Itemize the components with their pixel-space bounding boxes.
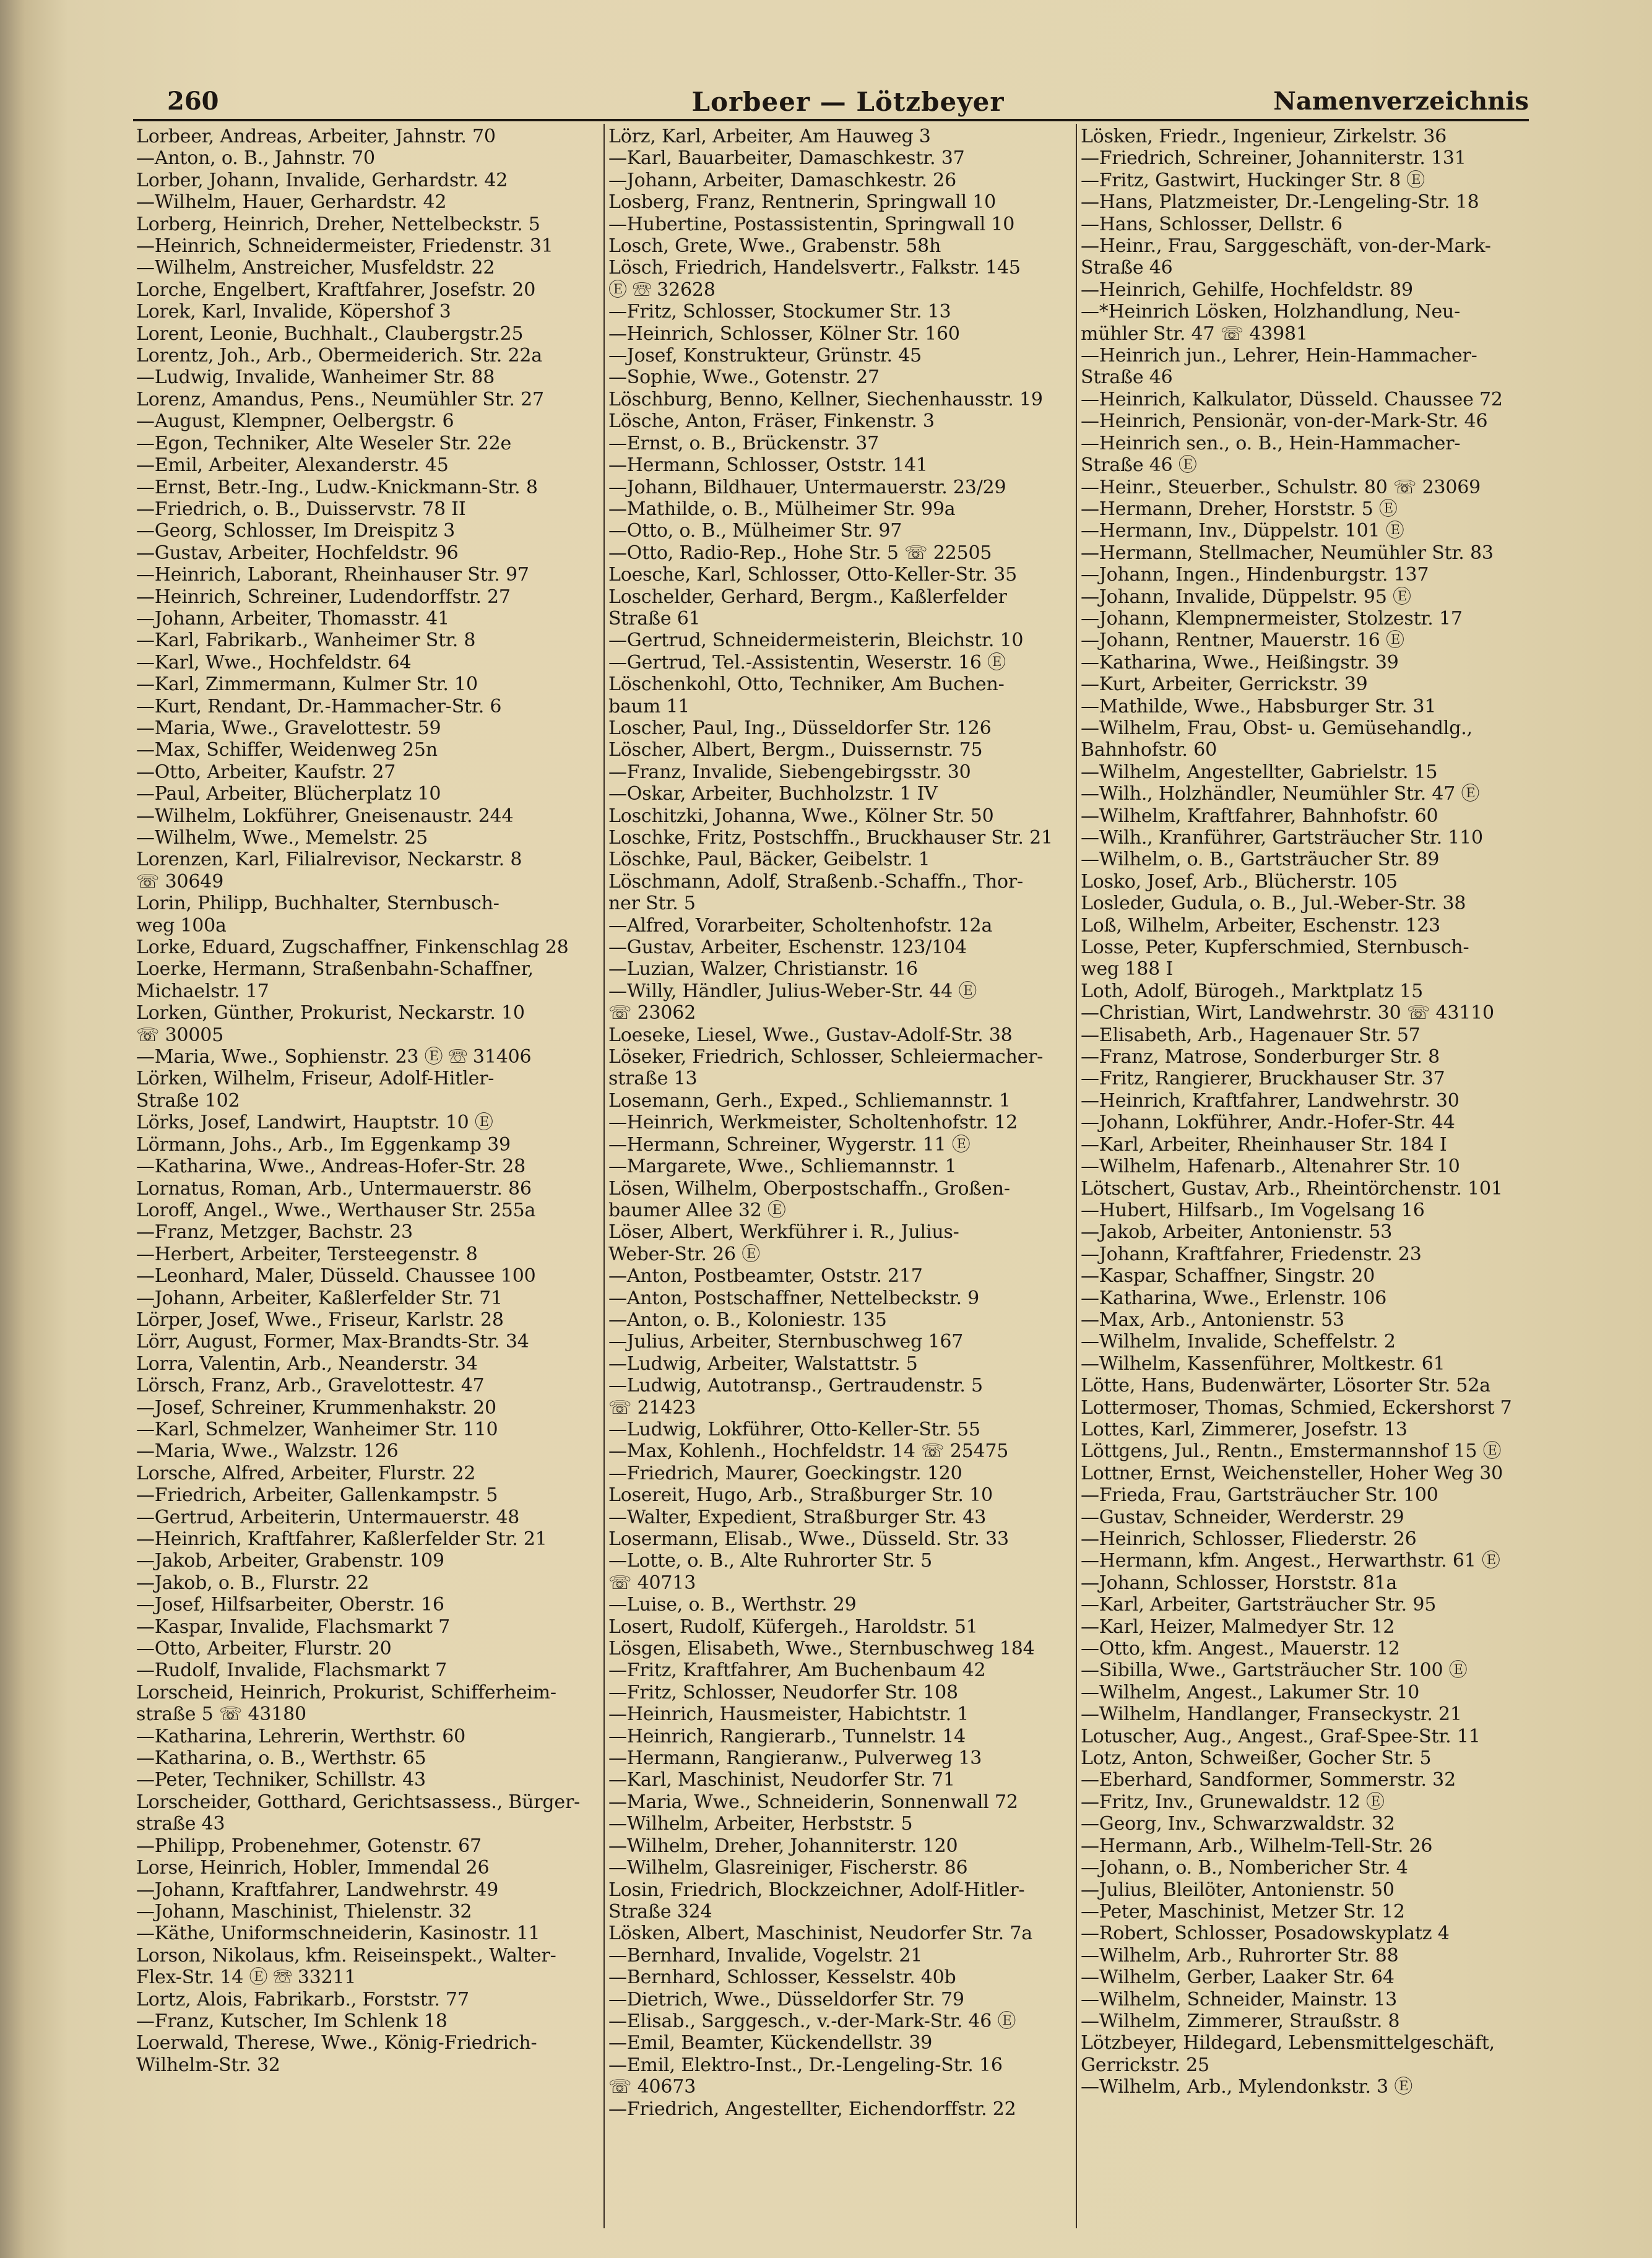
directory-entry-line: Lötschert, Gustav, Arb., Rheintörchenstr. 101 <box>1081 1177 1503 1200</box>
directory-entry-line: —Wilhelm, o. B., Gartsträucher Str. 89 <box>1081 849 1440 871</box>
directory-entry-line: Lorenz, Amandus, Pens., Neumühler Str. 27 <box>136 388 544 410</box>
directory-entry-line: —Gustav, Arbeiter, Eschenstr. 123/104 <box>608 937 967 959</box>
directory-entry-line: Lösken, Albert, Maschinist, Neudorfer Str. 7a <box>608 1923 1032 1945</box>
directory-entry-line: Loth, Adolf, Bürogeh., Marktplatz 15 <box>1081 980 1423 1002</box>
directory-entry-line: —Emil, Elektro-Inst., Dr.-Lengeling-Str. 16 <box>608 2054 1003 2076</box>
directory-entry-line: —Wilhelm, Angest., Lakumer Str. 10 <box>1081 1681 1420 1703</box>
directory-entry-line: —Heinrich sen., o. B., Hein-Hammacher- <box>1081 432 1461 454</box>
directory-entry-line: —Heinrich, Gehilfe, Hochfeldstr. 89 <box>1081 279 1413 301</box>
directory-entry-line: —Gustav, Schneider, Werderstr. 29 <box>1081 1506 1404 1528</box>
directory-entry-line: —Heinrich, Schneidermeister, Friedenstr. 31 <box>136 235 553 257</box>
directory-entry-line: —Kurt, Arbeiter, Gerrickstr. 39 <box>1081 673 1368 696</box>
directory-entry-line: —Wilhelm, Kraftfahrer, Bahnhofstr. 60 <box>1081 805 1438 827</box>
directory-entry-line: Lörz, Karl, Arbeiter, Am Hauweg 3 <box>608 126 931 147</box>
directory-entry-line: —Luise, o. B., Werthstr. 29 <box>608 1594 857 1616</box>
directory-entry-line: Lorke, Eduard, Zugschaffner, Finkenschlag 28 <box>136 937 569 959</box>
directory-entry-line: Loß, Wilhelm, Arbeiter, Eschenstr. 123 <box>1081 914 1440 937</box>
directory-entry-line: Löser, Albert, Werkführer i. R., Julius- <box>608 1221 959 1244</box>
directory-entry-line: —Johann, Arbeiter, Damaschkestr. 26 <box>608 169 956 191</box>
directory-entry-line: —Kurt, Rendant, Dr.-Hammacher-Str. 6 <box>136 695 502 717</box>
directory-entry-line: —Gertrud, Schneidermeisterin, Bleichstr. 10 <box>608 629 1024 652</box>
directory-entry-line: —Karl, Maschinist, Neudorfer Str. 71 <box>608 1769 955 1791</box>
directory-entry-line: Michaelstr. 17 <box>136 980 269 1002</box>
directory-entry-line: Weber-Str. 26 Ⓔ <box>608 1243 761 1265</box>
directory-entry-line: Lottes, Karl, Zimmerer, Josefstr. 13 <box>1081 1418 1408 1440</box>
directory-entry-line: —Jakob, Arbeiter, Grabenstr. 109 <box>136 1550 444 1572</box>
directory-entry-line: —Kaspar, Schaffner, Singstr. 20 <box>1081 1265 1375 1287</box>
directory-entry-line: —Johann, Kraftfahrer, Landwehrstr. 49 <box>136 1879 499 1901</box>
directory-entry-line: weg 188 I <box>1081 958 1174 980</box>
directory-entry-line: Straße 46 <box>1081 366 1173 389</box>
directory-entry-line: Losse, Peter, Kupferschmied, Sternbusch- <box>1081 937 1469 959</box>
directory-entry-line: —Franz, Matrose, Sonderburger Str. 8 <box>1081 1046 1440 1068</box>
directory-entry-line: —Otto, o. B., Mülheimer Str. 97 <box>608 520 902 542</box>
directory-entry-line: —Wilhelm, Arb., Mylendonkstr. 3 Ⓔ <box>1081 2076 1413 2098</box>
directory-entry-line: ☏ 30649 <box>136 870 224 893</box>
directory-entry-line: —Max, Schiffer, Weidenweg 25n <box>136 739 438 761</box>
directory-entry-line: —Wilhelm, Anstreicher, Musfeldstr. 22 <box>136 257 495 279</box>
directory-entry-line: Lösgen, Elisabeth, Wwe., Sternbuschweg 184 <box>608 1638 1035 1660</box>
directory-entry-line: —Wilhelm, Kassenführer, Moltkestr. 61 <box>1081 1352 1445 1375</box>
directory-entry-line: —Dietrich, Wwe., Düsseldorfer Str. 79 <box>608 1988 964 2010</box>
directory-entry-line: Losereit, Hugo, Arb., Straßburger Str. 10 <box>608 1484 993 1507</box>
column-1 <box>136 126 591 2076</box>
directory-entry-line: Loschitzki, Johanna, Wwe., Kölner Str. 50 <box>608 805 994 827</box>
directory-entry-line: —Maria, Wwe., Walzstr. 126 <box>136 1440 399 1463</box>
directory-entry-line: Loschelder, Gerhard, Bergm., Kaßlerfelder <box>608 586 1007 608</box>
directory-entry-line: Löscher, Albert, Bergm., Duissernstr. 75 <box>608 739 983 761</box>
directory-entry-line: Loroff, Angel., Wwe., Werthauser Str. 255a <box>136 1199 536 1221</box>
directory-entry-line: —Otto, Radio-Rep., Hohe Str. 5 ☏ 22505 <box>608 542 992 564</box>
directory-entry-line: —Fritz, Gastwirt, Huckinger Str. 8 Ⓔ <box>1081 169 1425 191</box>
directory-entry-line: —Friedrich, Maurer, Goeckingstr. 120 <box>608 1462 962 1484</box>
directory-entry-line: —Heinrich, Rangierarb., Tunnelstr. 14 <box>608 1725 966 1747</box>
directory-entry-line: —Wilhelm, Arb., Ruhrorter Str. 88 <box>1081 1944 1399 1966</box>
column-divider <box>603 124 605 2228</box>
directory-entry-line: ☏ 40673 <box>608 2076 696 2098</box>
directory-entry-line: —Elisabeth, Arb., Hagenauer Str. 57 <box>1081 1024 1421 1046</box>
directory-entry-line: —Fritz, Inv., Grunewaldstr. 12 Ⓔ <box>1081 1791 1385 1813</box>
directory-entry-line: —Karl, Zimmermann, Kulmer Str. 10 <box>136 673 478 696</box>
directory-entry-line: —Wilhelm, Glasreiniger, Fischerstr. 86 <box>608 1857 968 1879</box>
directory-entry-line: Lortz, Alois, Fabrikarb., Forststr. 77 <box>136 1988 469 2010</box>
directory-entry-line: straße 43 <box>136 1813 225 1835</box>
directory-entry-line: —Hermann, Schlosser, Oststr. 141 <box>608 454 928 477</box>
directory-entry-line: —Heinrich, Schlosser, Fliederstr. 26 <box>1081 1528 1417 1550</box>
directory-entry-line: Loesche, Karl, Schlosser, Otto-Keller-Str. 35 <box>608 564 1017 586</box>
directory-entry-line: Loscher, Paul, Ing., Düsseldorfer Str. 126 <box>608 717 992 739</box>
directory-entry-line: —Ernst, o. B., Brückenstr. 37 <box>608 432 880 454</box>
directory-entry-line: —Heinrich, Pensionär, von-der-Mark-Str. 46 <box>1081 410 1488 433</box>
directory-entry-line: —Leonhard, Maler, Düsseld. Chaussee 100 <box>136 1265 536 1287</box>
directory-entry-line: —Johann, Rentner, Mauerstr. 16 Ⓔ <box>1081 629 1404 652</box>
directory-entry-line: —Maria, Wwe., Sophienstr. 23 Ⓔ ☏ 31406 <box>136 1046 532 1068</box>
directory-entry-line: —August, Klempner, Oelbergstr. 6 <box>136 410 454 433</box>
directory-entry-line: —Wilhelm, Wwe., Memelstr. 25 <box>136 827 428 849</box>
directory-entry-line: —Johann, Klempnermeister, Stolzestr. 17 <box>1081 607 1463 629</box>
directory-entry-line: —Wilhelm, Dreher, Johanniterstr. 120 <box>608 1835 958 1857</box>
directory-entry-line: Lottermoser, Thomas, Schmied, Eckershorst 7 <box>1081 1396 1512 1419</box>
directory-entry-line: —Karl, Arbeiter, Rheinhauser Str. 184 I <box>1081 1133 1447 1156</box>
directory-entry-line: mühler Str. 47 ☏ 43981 <box>1081 322 1308 345</box>
directory-entry-line: —Franz, Metzger, Bachstr. 23 <box>136 1221 413 1244</box>
directory-entry-line: —Johann, Ingen., Hindenburgstr. 137 <box>1081 564 1429 586</box>
directory-entry-line: —Peter, Techniker, Schillstr. 43 <box>136 1769 426 1791</box>
directory-entry-line: Lorin, Philipp, Buchhalter, Sternbusch- <box>136 893 499 915</box>
directory-entry-line: Straße 46 Ⓔ <box>1081 454 1197 477</box>
header-rule <box>133 119 1529 121</box>
directory-entry-line: —Heinr., Frau, Sarggeschäft, von-der-Mark- <box>1081 235 1491 257</box>
directory-entry-line: Loeseke, Liesel, Wwe., Gustav-Adolf-Str. 38 <box>608 1024 1013 1046</box>
directory-entry-line: —Franz, Invalide, Siebengebirgsstr. 30 <box>608 761 971 783</box>
directory-entry-line: —Julius, Bleilöter, Antonienstr. 50 <box>1081 1879 1395 1901</box>
directory-entry-line: —Friedrich, Arbeiter, Gallenkampstr. 5 <box>136 1484 498 1507</box>
directory-entry-line: Gerrickstr. 25 <box>1081 2054 1209 2076</box>
directory-entry-line: Lorentz, Joh., Arb., Obermeiderich. Str. 22a <box>136 345 542 367</box>
directory-entry-line: —Egon, Techniker, Alte Weseler Str. 22e <box>136 432 512 454</box>
directory-entry-line: Lorra, Valentin, Arb., Neanderstr. 34 <box>136 1352 478 1375</box>
directory-entry-line: —Mathilde, Wwe., Habsburger Str. 31 <box>1081 695 1437 717</box>
directory-entry-line: —Wilhelm, Lokführer, Gneisenaustr. 244 <box>136 805 514 827</box>
directory-entry-line: —Emil, Beamter, Kückendellstr. 39 <box>608 2032 933 2054</box>
directory-entry-line: —Jakob, Arbeiter, Antonienstr. 53 <box>1081 1221 1393 1244</box>
directory-entry-line: —Wilhelm, Invalide, Scheffelstr. 2 <box>1081 1331 1396 1353</box>
directory-entry-line: —Johann, Lokführer, Andr.-Hofer-Str. 44 <box>1081 1112 1455 1134</box>
directory-entry-line: Lotz, Anton, Schweißer, Gocher Str. 5 <box>1081 1747 1432 1770</box>
directory-entry-line: —Paul, Arbeiter, Blücherplatz 10 <box>136 783 441 805</box>
directory-entry-line: —Luzian, Walzer, Christianstr. 16 <box>608 958 918 980</box>
directory-entry-line: —Ludwig, Autotransp., Gertraudenstr. 5 <box>608 1375 983 1397</box>
directory-entry-line: —Margarete, Wwe., Schliemannstr. 1 <box>608 1156 957 1178</box>
directory-entry-line: Loschke, Fritz, Postschffn., Bruckhauser Str. 21 <box>608 827 1053 849</box>
directory-entry-line: —Wilhelm, Hauer, Gerhardstr. 42 <box>136 191 447 214</box>
directory-entry-line: Lorscheid, Heinrich, Prokurist, Schifferheim- <box>136 1681 556 1703</box>
directory-entry-line: Lorber, Johann, Invalide, Gerhardstr. 42 <box>136 169 508 191</box>
column-3 <box>1081 126 1536 2098</box>
directory-entry-line: —Emil, Arbeiter, Alexanderstr. 45 <box>136 454 449 477</box>
directory-entry-line: —Josef, Schreiner, Krummenhakstr. 20 <box>136 1396 496 1419</box>
directory-entry-line: Lösch, Friedrich, Handelsvertr., Falkstr. 145 <box>608 257 1021 279</box>
directory-entry-line: —Heinr., Steuerber., Schulstr. 80 ☏ 23069 <box>1081 476 1481 498</box>
column-2 <box>608 126 1063 2120</box>
directory-entry-line: —Hubertine, Postassistentin, Springwall 10 <box>608 213 1015 235</box>
directory-entry-line: —Katharina, Lehrerin, Werthstr. 60 <box>136 1725 465 1747</box>
directory-entry-line: —Alfred, Vorarbeiter, Scholtenhofstr. 12a <box>608 914 993 937</box>
directory-entry-line: Loerwald, Therese, Wwe., König-Friedrich- <box>136 2032 537 2054</box>
directory-entry-line: Losberg, Franz, Rentnerin, Springwall 10 <box>608 191 996 214</box>
directory-entry-line: —Ludwig, Arbeiter, Walstattstr. 5 <box>608 1352 918 1375</box>
directory-entry-line: Lorscheider, Gotthard, Gerichtsassess., Bürger- <box>136 1791 581 1813</box>
directory-entry-line: —Käthe, Uniformschneiderin, Kasinostr. 11 <box>136 1923 540 1945</box>
directory-entry-line: —Heinrich, Schreiner, Ludendorffstr. 27 <box>136 586 511 608</box>
directory-entry-line: —Johann, Arbeiter, Kaßlerfelder Str. 71 <box>136 1287 503 1309</box>
directory-entry-line: —Wilhelm, Zimmerer, Straußstr. 8 <box>1081 2010 1400 2032</box>
directory-entry-line: —Friedrich, Schreiner, Johanniterstr. 131 <box>1081 147 1466 170</box>
directory-entry-line: ☏ 21423 <box>608 1396 696 1419</box>
directory-entry-line: —Johann, Kraftfahrer, Friedenstr. 23 <box>1081 1243 1422 1265</box>
directory-entry-line: —Wilhelm, Arbeiter, Herbststr. 5 <box>608 1813 913 1835</box>
directory-entry-line: —Hermann, Dreher, Horststr. 5 Ⓔ <box>1081 498 1398 520</box>
directory-entry-line: Löseker, Friedrich, Schlosser, Schleiermacher- <box>608 1046 1044 1068</box>
directory-entry-line: —Fritz, Schlosser, Stockumer Str. 13 <box>608 301 951 323</box>
directory-entry-line: —Elisab., Sarggesch., v.-der-Mark-Str. 46 Ⓔ <box>608 2010 1016 2032</box>
directory-entry-line: —Heinrich, Kalkulator, Düsseld. Chaussee 72 <box>1081 388 1503 410</box>
directory-entry-line: —Josef, Konstrukteur, Grünstr. 45 <box>608 345 922 367</box>
directory-entry-line: —Walter, Expedient, Straßburger Str. 43 <box>608 1506 987 1528</box>
directory-entry-line: straße 5 ☏ 43180 <box>136 1703 306 1726</box>
directory-entry-line: —Sibilla, Wwe., Gartsträucher Str. 100 Ⓔ <box>1081 1659 1468 1682</box>
directory-entry-line: —Johann, Invalide, Düppelstr. 95 Ⓔ <box>1081 586 1411 608</box>
section-title: Namenverzeichnis <box>1273 87 1529 116</box>
directory-entry-line: —Heinrich jun., Lehrer, Hein-Hammacher- <box>1081 345 1477 367</box>
directory-entry-line: Straße 102 <box>136 1089 240 1112</box>
column-divider <box>1076 124 1077 2228</box>
directory-entry-line: —Karl, Schmelzer, Wanheimer Str. 110 <box>136 1418 498 1440</box>
directory-entry-line: —Heinrich, Hausmeister, Habichtstr. 1 <box>608 1703 969 1726</box>
directory-entry-line: Losch, Grete, Wwe., Grabenstr. 58h <box>608 235 941 257</box>
page-title: Lorbeer — Lötzbeyer <box>691 87 1005 117</box>
directory-entry-line: —Hubert, Hilfsarb., Im Vogelsang 16 <box>1081 1199 1425 1221</box>
directory-entry-line: —Anton, o. B., Jahnstr. 70 <box>136 147 375 170</box>
directory-entry-line: —Hermann, Stellmacher, Neumühler Str. 83 <box>1081 542 1494 564</box>
directory-entry-line: Lorsche, Alfred, Arbeiter, Flurstr. 22 <box>136 1462 476 1484</box>
directory-entry-line: —Hans, Platzmeister, Dr.-Lengeling-Str. 18 <box>1081 191 1479 214</box>
directory-entry-line: —Maria, Wwe., Gravelottestr. 59 <box>136 717 441 739</box>
directory-entry-line: straße 13 <box>608 1068 698 1090</box>
directory-entry-line: Löschenkohl, Otto, Techniker, Am Buchen- <box>608 673 1005 696</box>
directory-entry-line: baum 11 <box>608 695 690 717</box>
directory-entry-line: Lornatus, Roman, Arb., Untermauerstr. 86 <box>136 1177 532 1200</box>
directory-entry-line: —Ernst, Betr.-Ing., Ludw.-Knickmann-Str. 8 <box>136 476 538 498</box>
directory-entry-line: ner Str. 5 <box>608 893 696 915</box>
directory-entry-line: —Anton, Postbeamter, Oststr. 217 <box>608 1265 923 1287</box>
directory-entry-line: —Hans, Schlosser, Dellstr. 6 <box>1081 213 1343 235</box>
directory-entry-line: —Maria, Wwe., Schneiderin, Sonnenwall 72 <box>608 1791 1018 1813</box>
directory-entry-line: Lorson, Nikolaus, kfm. Reiseinspekt., Walter- <box>136 1944 556 1966</box>
directory-entry-line: —Karl, Arbeiter, Gartsträucher Str. 95 <box>1081 1594 1437 1616</box>
directory-entry-line: —Rudolf, Invalide, Flachsmarkt 7 <box>136 1659 448 1682</box>
directory-entry-line: —Max, Kohlenh., Hochfeldstr. 14 ☏ 25475 <box>608 1440 1009 1463</box>
directory-entry-line: —Gustav, Arbeiter, Hochfeldstr. 96 <box>136 542 459 564</box>
directory-entry-line: ☏ 40713 <box>608 1572 696 1594</box>
directory-entry-line: —Friedrich, Angestellter, Eichendorffstr. 22 <box>608 2098 1016 2120</box>
directory-entry-line: Lorbeer, Andreas, Arbeiter, Jahnstr. 70 <box>136 126 496 147</box>
directory-entry-line: Wilhelm-Str. 32 <box>136 2054 280 2076</box>
directory-entry-line: Löschburg, Benno, Kellner, Siechenhausstr. 19 <box>608 388 1043 410</box>
directory-entry-line: ☏ 23062 <box>608 1002 696 1024</box>
directory-entry-line: —Karl, Bauarbeiter, Damaschkestr. 37 <box>608 147 965 170</box>
directory-entry-line: Losermann, Elisab., Wwe., Düsseld. Str. 33 <box>608 1528 1009 1550</box>
directory-entry-line: —Herbert, Arbeiter, Tersteegenstr. 8 <box>136 1243 478 1265</box>
directory-entry-line: —Heinrich, Schlosser, Kölner Str. 160 <box>608 322 960 345</box>
directory-entry-line: —Johann, Arbeiter, Thomasstr. 41 <box>136 607 449 629</box>
directory-entry-line: —Katharina, Wwe., Erlenstr. 106 <box>1081 1287 1387 1309</box>
directory-entry-line: —Bernhard, Invalide, Vogelstr. 21 <box>608 1944 923 1966</box>
directory-entry-line: —Wilhelm, Frau, Obst- u. Gemüsehandlg., <box>1081 717 1473 739</box>
directory-entry-line: Lorken, Günther, Prokurist, Neckarstr. 10 <box>136 1002 525 1024</box>
directory-entry-line: Lorse, Heinrich, Hobler, Immendal 26 <box>136 1857 490 1879</box>
directory-entry-line: —Wilhelm, Gerber, Laaker Str. 64 <box>1081 1966 1395 1989</box>
directory-entry-line: —Karl, Heizer, Malmedyer Str. 12 <box>1081 1616 1395 1638</box>
directory-entry-line: Lörken, Wilhelm, Friseur, Adolf-Hitler- <box>136 1068 495 1090</box>
directory-entry-line: Lorek, Karl, Invalide, Köpershof 3 <box>136 301 451 323</box>
directory-entry-line: Lösken, Friedr., Ingenieur, Zirkelstr. 36 <box>1081 126 1447 147</box>
directory-entry-line: —Heinrich, Werkmeister, Scholtenhofstr. 12 <box>608 1112 1018 1134</box>
directory-entry-line: —Otto, Arbeiter, Flurstr. 20 <box>136 1638 392 1660</box>
directory-entry-line: —Hermann, Schreiner, Wygerstr. 11 Ⓔ <box>608 1133 971 1156</box>
directory-entry-line: —Katharina, Wwe., Heißingstr. 39 <box>1081 651 1399 673</box>
directory-entry-line: —Otto, kfm. Angest., Mauerstr. 12 <box>1081 1638 1400 1660</box>
directory-entry-line: Lörks, Josef, Landwirt, Hauptstr. 10 Ⓔ <box>136 1112 493 1134</box>
directory-entry-line: —Johann, Maschinist, Thielenstr. 32 <box>136 1900 472 1923</box>
directory-entry-line: —Hermann, Inv., Düppelstr. 101 Ⓔ <box>1081 520 1404 542</box>
directory-entry-line: —Oskar, Arbeiter, Buchholzstr. 1 IV <box>608 783 938 805</box>
directory-entry-line: —Wilhelm, Hafenarb., Altenahrer Str. 10 <box>1081 1156 1460 1178</box>
page-number: 260 <box>167 87 219 116</box>
directory-entry-line: Bahnhofstr. 60 <box>1081 739 1217 761</box>
directory-entry-line: Straße 324 <box>608 1900 712 1923</box>
directory-entry-line: —Fritz, Kraftfahrer, Am Buchenbaum 42 <box>608 1659 986 1682</box>
directory-entry-line: —Georg, Inv., Schwarzwaldstr. 32 <box>1081 1813 1395 1835</box>
directory-entry-line: —Christian, Wirt, Landwehrstr. 30 ☏ 43110 <box>1081 1002 1494 1024</box>
directory-entry-line: Lorenzen, Karl, Filialrevisor, Neckarstr. 8 <box>136 849 522 871</box>
directory-entry-line: Lösen, Wilhelm, Oberpostschaffn., Großen- <box>608 1177 1010 1200</box>
directory-entry-line: —Wilh., Kranführer, Gartsträucher Str. 110 <box>1081 827 1483 849</box>
directory-entry-line: —Katharina, o. B., Werthstr. 65 <box>136 1747 426 1770</box>
directory-entry-line: —Willy, Händler, Julius-Weber-Str. 44 Ⓔ <box>608 980 977 1002</box>
directory-entry-line: —Josef, Hilfsarbeiter, Oberstr. 16 <box>136 1594 444 1616</box>
page-header <box>167 87 1529 119</box>
directory-entry-line: —Lotte, o. B., Alte Ruhrorter Str. 5 <box>608 1550 933 1572</box>
directory-entry-line: —Fritz, Schlosser, Neudorfer Str. 108 <box>608 1681 958 1703</box>
directory-entry-line: —Jakob, o. B., Flurstr. 22 <box>136 1572 370 1594</box>
directory-entry-line: —Gertrud, Arbeiterin, Untermauerstr. 48 <box>136 1506 520 1528</box>
directory-entry-line: Lorche, Engelbert, Kraftfahrer, Josefstr. 20 <box>136 279 536 301</box>
directory-entry-line: —Johann, Schlosser, Horststr. 81a <box>1081 1572 1398 1594</box>
directory-entry-line: —Fritz, Rangierer, Bruckhauser Str. 37 <box>1081 1068 1445 1090</box>
directory-entry-line: Lottner, Ernst, Weichensteller, Hoher Weg 30 <box>1081 1462 1503 1484</box>
directory-entry-line: —Johann, Bildhauer, Untermauerstr. 23/29 <box>608 476 1006 498</box>
directory-entry-line: Losin, Friedrich, Blockzeichner, Adolf-Hitler- <box>608 1879 1025 1901</box>
directory-entry-line: Straße 46 <box>1081 257 1173 279</box>
directory-entry-line: —Robert, Schlosser, Posadowskyplatz 4 <box>1081 1923 1450 1945</box>
directory-entry-line: —Friedrich, o. B., Duisservstr. 78 II <box>136 498 466 520</box>
directory-entry-line: —Karl, Wwe., Hochfeldstr. 64 <box>136 651 412 673</box>
directory-entry-line: —Hermann, Arb., Wilhelm-Tell-Str. 26 <box>1081 1835 1433 1857</box>
directory-entry-line: Lörr, August, Former, Max-Brandts-Str. 34 <box>136 1331 529 1353</box>
directory-entry-line: —Ludwig, Invalide, Wanheimer Str. 88 <box>136 366 495 389</box>
directory-entry-line: —Franz, Kutscher, Im Schlenk 18 <box>136 2010 448 2032</box>
directory-entry-line: —Sophie, Wwe., Gotenstr. 27 <box>608 366 880 389</box>
directory-entry-line: —Georg, Schlosser, Im Dreispitz 3 <box>136 520 456 542</box>
directory-entry-line: —Gertrud, Tel.-Assistentin, Weserstr. 16 Ⓔ <box>608 651 1006 673</box>
directory-entry-line: —Julius, Arbeiter, Sternbuschweg 167 <box>608 1331 964 1353</box>
directory-entry-line: —Max, Arb., Antonienstr. 53 <box>1081 1309 1344 1331</box>
directory-entry-line: baumer Allee 32 Ⓔ <box>608 1199 786 1221</box>
directory-entry-line: Lorberg, Heinrich, Dreher, Nettelbeckstr. 5 <box>136 213 540 235</box>
directory-entry-line: Losemann, Gerh., Exped., Schliemannstr. 1 <box>608 1089 1011 1112</box>
directory-entry-line: Lötte, Hans, Budenwärter, Lösorter Str. 52a <box>1081 1375 1490 1397</box>
directory-entry-line: —Heinrich, Laborant, Rheinhauser Str. 97 <box>136 564 529 586</box>
directory-entry-line: Löttgens, Jul., Rentn., Emstermannshof 15 Ⓔ <box>1081 1440 1502 1463</box>
directory-entry-line: —Eberhard, Sandformer, Sommerstr. 32 <box>1081 1769 1456 1791</box>
directory-entry-line: weg 100a <box>136 914 227 937</box>
directory-entry-line: —Anton, Postschaffner, Nettelbeckstr. 9 <box>608 1287 980 1309</box>
directory-entry-line: —Karl, Fabrikarb., Wanheimer Str. 8 <box>136 629 476 652</box>
directory-entry-line: Lösche, Anton, Fräser, Finkenstr. 3 <box>608 410 935 433</box>
directory-entry-line: —*Heinrich Lösken, Holzhandlung, Neu- <box>1081 301 1461 323</box>
directory-entry-line: Löschke, Paul, Bäcker, Geibelstr. 1 <box>608 849 930 871</box>
directory-entry-line: —Katharina, Wwe., Andreas-Hofer-Str. 28 <box>136 1156 526 1178</box>
directory-entry-line: Straße 61 <box>608 607 701 629</box>
directory-entry-line: —Wilhelm, Angestellter, Gabrielstr. 15 <box>1081 761 1438 783</box>
directory-entry-line: —Kaspar, Invalide, Flachsmarkt 7 <box>136 1616 451 1638</box>
directory-entry-line: —Mathilde, o. B., Mülheimer Str. 99a <box>608 498 956 520</box>
directory-entry-line: ☏ 30005 <box>136 1024 224 1046</box>
directory-entry-line: —Heinrich, Kraftfahrer, Landwehrstr. 30 <box>1081 1089 1460 1112</box>
directory-entry-line: Lötzbeyer, Hildegard, Lebensmittelgeschäft, <box>1081 2032 1495 2054</box>
directory-entry-line: Lotuscher, Aug., Angest., Graf-Spee-Str. 11 <box>1081 1725 1481 1747</box>
directory-entry-line: —Bernhard, Schlosser, Kesselstr. 40b <box>608 1966 956 1989</box>
directory-entry-line: —Heinrich, Kraftfahrer, Kaßlerfelder Str. 21 <box>136 1528 547 1550</box>
directory-entry-line: Loerke, Hermann, Straßenbahn-Schaffner, <box>136 958 534 980</box>
directory-entry-line: —Wilh., Holzhändler, Neumühler Str. 47 Ⓔ <box>1081 783 1480 805</box>
directory-entry-line: Losert, Rudolf, Küfergeh., Haroldstr. 51 <box>608 1616 978 1638</box>
directory-entry-line: —Hermann, kfm. Angest., Herwarthstr. 61 Ⓔ <box>1081 1550 1500 1572</box>
directory-entry-line: Lörsch, Franz, Arb., Gravelottestr. 47 <box>136 1375 485 1397</box>
directory-entry-line: —Frieda, Frau, Gartsträucher Str. 100 <box>1081 1484 1438 1507</box>
directory-entry-line: —Ludwig, Lokführer, Otto-Keller-Str. 55 <box>608 1418 980 1440</box>
directory-entry-line: —Otto, Arbeiter, Kaufstr. 27 <box>136 761 396 783</box>
directory-entry-line: Lorent, Leonie, Buchhalt., Claubergstr.25 <box>136 322 524 345</box>
directory-entry-line: Losleder, Gudula, o. B., Jul.-Weber-Str. 38 <box>1081 893 1466 915</box>
directory-entry-line: —Johann, o. B., Nombericher Str. 4 <box>1081 1857 1408 1879</box>
directory-entry-line: Losko, Josef, Arb., Blücherstr. 105 <box>1081 870 1398 893</box>
directory-entry-line: Flex-Str. 14 Ⓔ ☏ 33211 <box>136 1966 357 1989</box>
directory-entry-line: —Philipp, Probenehmer, Gotenstr. 67 <box>136 1835 482 1857</box>
directory-entry-line: Löschmann, Adolf, Straßenb.-Schaffn., Thor- <box>608 870 1023 893</box>
directory-entry-line: —Wilhelm, Schneider, Mainstr. 13 <box>1081 1988 1397 2010</box>
directory-entry-line: Ⓔ ☏ 32628 <box>608 279 716 301</box>
directory-entry-line: Lörmann, Johs., Arb., Im Eggenkamp 39 <box>136 1133 511 1156</box>
directory-entry-line: Lörper, Josef, Wwe., Friseur, Karlstr. 28 <box>136 1309 504 1331</box>
directory-entry-line: —Hermann, Rangieranw., Pulverweg 13 <box>608 1747 982 1770</box>
directory-entry-line: —Peter, Maschinist, Metzer Str. 12 <box>1081 1900 1405 1923</box>
directory-entry-line: —Wilhelm, Handlanger, Franseckystr. 21 <box>1081 1703 1462 1726</box>
directory-entry-line: —Anton, o. B., Koloniestr. 135 <box>608 1309 887 1331</box>
